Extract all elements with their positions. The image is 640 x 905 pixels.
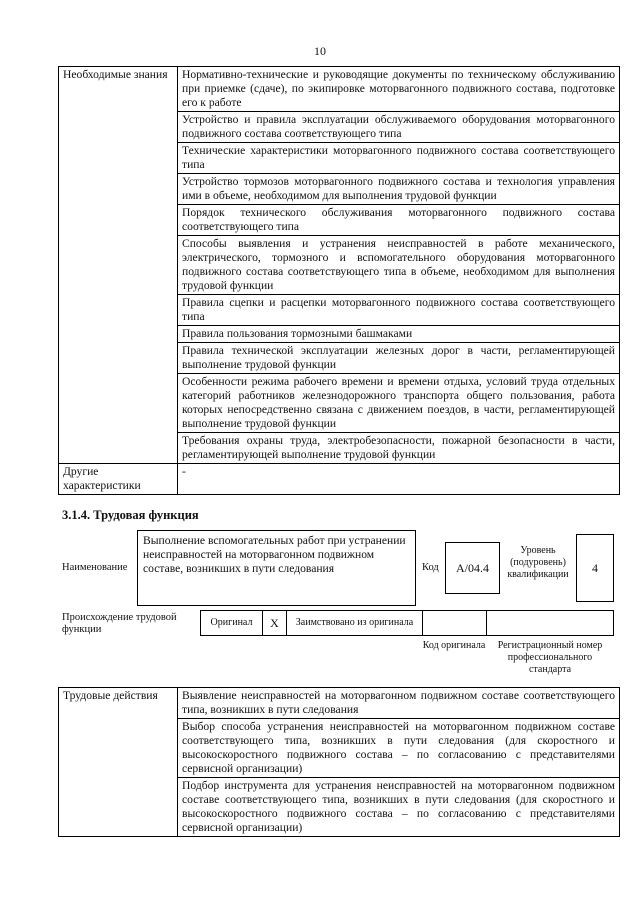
action-item: Подбор инструмента для устранения неисправностей на моторвагонном подвижном составе соответствующего типа, возникших в пути следования (для скоростного и высокоскоростного подвижного состава – по согласованию с представителями сервисной организации) <box>178 778 620 837</box>
knowledge-item: Технические характеристики моторвагонного подвижного состава соответствующего типа <box>178 143 620 174</box>
knowledge-item: Правила технической эксплуатации железных дорог в части, регламентирующей выполнение трудовой функции <box>178 343 620 374</box>
other-characteristics-value: - <box>178 464 620 495</box>
action-item: Выбор способа устранения неисправностей на моторвагонном подвижном составе соответствующего типа, возникших в пути следования (для скоростного и высокоскоростного подвижного состава – по согласованию с представителями сервисной организации) <box>178 719 620 778</box>
page-number: 10 <box>314 44 326 58</box>
knowledge-table <box>58 66 620 495</box>
actions-label: Трудовые действия <box>59 688 178 837</box>
reg-caption: Регистрационный номер профессионального стандарта <box>497 640 603 675</box>
origin-code-cell <box>422 610 486 636</box>
code-caption: Код оригинала <box>422 640 486 651</box>
section-heading: 3.1.4. Трудовая функция <box>62 508 199 522</box>
knowledge-label: Необходимые знания <box>59 67 178 464</box>
function-code: A/04.4 <box>445 542 500 594</box>
knowledge-item: Особенности режима рабочего времени и времени отдыха, условий труда отдельных категорий работников железнодорожного транспорта общего пользования, работа которых непосредственно связана с движением поездов, в части, регламентирующей выполнение трудовой функции <box>178 374 620 433</box>
actions-table <box>58 687 620 837</box>
knowledge-item: Способы выявления и устранения неисправностей в работе механического, электрического, тормозного и вспомогательного оборудования моторвагонного подвижного состава соответствующего типа в объеме, необходимом для выполнения трудовой функции <box>178 236 620 295</box>
other-characteristics-label: Другие характеристики <box>59 464 178 495</box>
borrowed-label: Заимствовано из оригинала <box>286 610 422 636</box>
level-label: Уровень (подуровень) квалификации <box>507 545 569 580</box>
origin-label: Происхождение трудовой функции <box>62 612 177 635</box>
name-label: Наименование <box>62 562 128 573</box>
original-mark: X <box>262 610 286 636</box>
knowledge-item: Порядок технического обслуживания моторвагонного подвижного состава соответствующего типа <box>178 205 620 236</box>
knowledge-item: Правила пользования тормозными башмаками <box>178 326 620 343</box>
function-name: Выполнение вспомогательных работ при устранении неисправностей на моторвагонном подвижном составе, возникших в пути следования <box>137 530 416 606</box>
code-label: Код <box>422 562 439 573</box>
knowledge-item: Нормативно-технические и руководящие документы по техническому обслуживанию при приемке (сдаче), по экипировке моторвагонного подвижного состава, подготовке его к работе <box>178 67 620 112</box>
origin-reg-cell <box>486 610 614 636</box>
action-item: Выявление неисправностей на моторвагонном подвижном составе соответствующего типа, возникших в пути следования <box>178 688 620 719</box>
knowledge-item: Устройство тормозов моторвагонного подвижного состава и технология управления ими в объеме, необходимом для выполнения трудовой функции <box>178 174 620 205</box>
knowledge-item: Требования охраны труда, электробезопасности, пожарной безопасности в части, регламентирующей выполнение трудовой функции <box>178 433 620 464</box>
knowledge-item: Правила сцепки и расцепки моторвагонного подвижного состава соответствующего типа <box>178 295 620 326</box>
original-label: Оригинал <box>200 610 262 636</box>
function-level: 4 <box>576 534 614 602</box>
knowledge-item: Устройство и правила эксплуатации обслуживаемого оборудования моторвагонного подвижного состава соответствующего типа <box>178 112 620 143</box>
